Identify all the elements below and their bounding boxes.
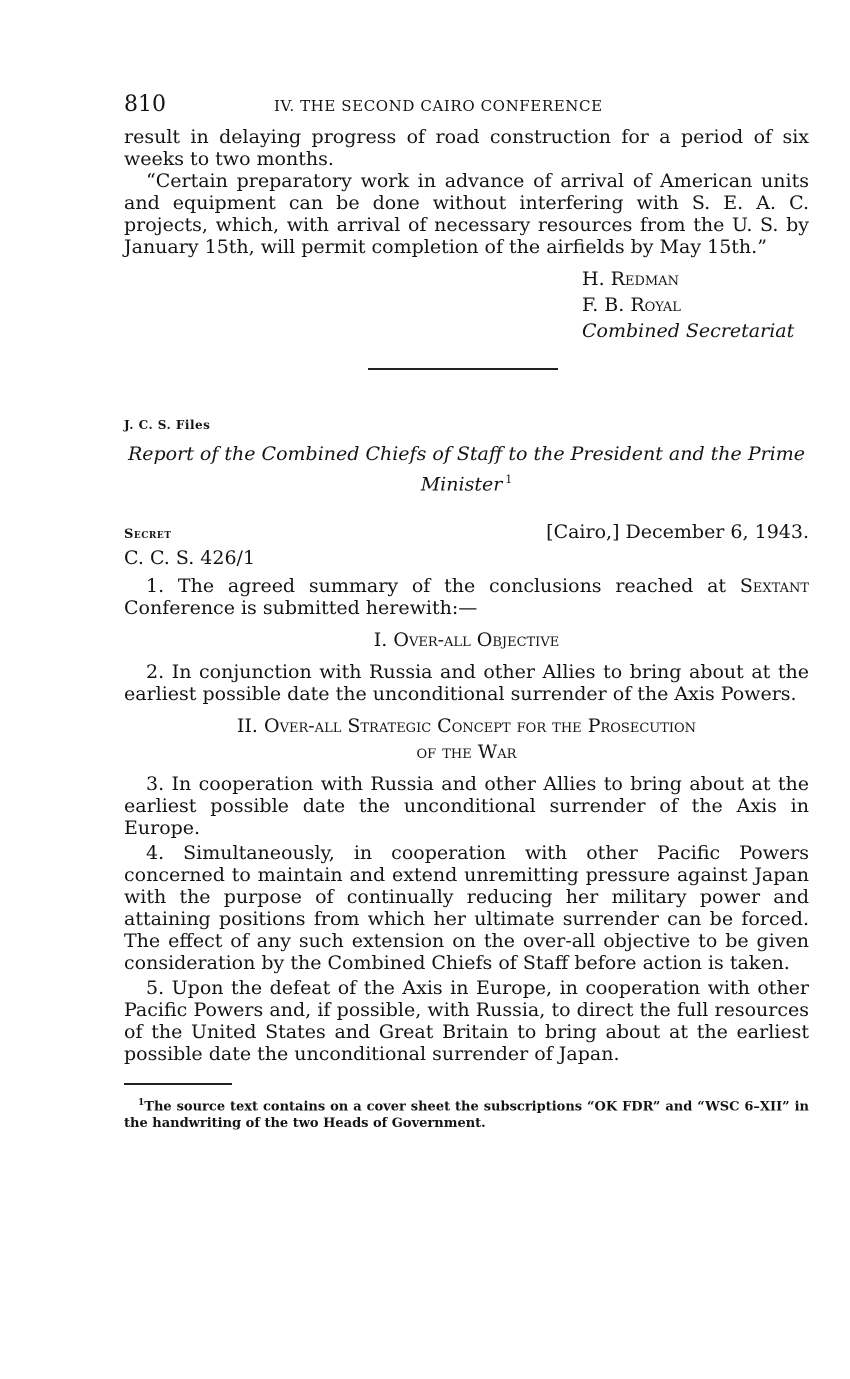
report-title-text: Report of the Combined Chiefs of Staff to the President and the Prime Minister	[127, 443, 806, 496]
paragraph-1	[124, 575, 809, 619]
intro-paragraph-1: result in delaying progress of road construction for a period of six weeks to two months.	[124, 126, 809, 170]
running-head: IV. THE SECOND CAIRO CONFERENCE	[274, 97, 603, 115]
report-title	[124, 442, 809, 497]
intro-paragraph-2: “Certain preparatory work in advance of arrival of American units and equipment can be done without interfering with S. E. A. C. projects, which, with arrival of necessary resources from the U. S. by January 15th, will permit completion of the airfields by May 15th.”	[124, 170, 809, 258]
page-number: 810	[124, 92, 166, 117]
paragraph-3: 3. In cooperation with Russia and other Allies to bring about at the earliest possible date the unconditional surrender of the Axis in Europe.	[124, 773, 809, 840]
paragraph-4: 4. Simultaneously, in cooperation with other Pacific Powers concerned to maintain and extend unremitting pressure against Japan with the purpose of continually reducing her military power and attaining positions from which her ultimate surrender can be forced. The effect of any such extension on the over-all objective to be given consideration by the Combined Chiefs of Staff before action is taken.	[124, 842, 809, 975]
paragraph-5: 5. Upon the defeat of the Axis in Europe, in cooperation with other Pacific Powers and, if possible, with Russia, to direct the full resources of the United States and Great Britain to bring about at the earliest possible date the unconditional surrender of Japan.	[124, 977, 809, 1066]
section-heading-2-line-2: of the War	[416, 741, 517, 764]
section-heading-2-line-1: II. Over-all Strategic Concept for the Prosecution	[236, 715, 697, 738]
paragraph-2: 2. In conjunction with Russia and other Allies to bring about at the earliest possible date the unconditional surrender of the Axis Powers.	[124, 661, 809, 706]
footnote-rule	[124, 1083, 232, 1085]
signatory-redman: H. Redman	[582, 268, 679, 290]
classification-label: Secret	[124, 527, 172, 543]
signatory-title: Combined Secretariat	[582, 320, 795, 342]
signatory-royal: F. B. Royal	[582, 294, 681, 316]
code-name-sextant: Sextant	[739, 575, 809, 598]
paragraph-1-text-a: 1. The agreed summary of the conclusions reached at	[146, 575, 740, 598]
paragraph-1-text-b: Conference is submitted herewith:—	[124, 597, 478, 620]
footnote-text: The source text contains on a cover sheet the subscriptions “OK FDR” and “WSC 6–XII” in the handwriting of the two Heads of Government.	[124, 1099, 809, 1131]
document-page	[124, 92, 809, 1132]
section-divider	[368, 368, 558, 370]
document-reference: C. C. S. 426/1	[124, 547, 256, 570]
document-date: [Cairo,] December 6, 1943.	[546, 521, 809, 544]
footnote-marker: 1	[138, 1098, 145, 1109]
footnote	[124, 1095, 809, 1131]
page-header	[124, 92, 809, 126]
signature-block	[582, 266, 809, 344]
report-body	[124, 575, 809, 1065]
section-heading-1: I. Over-all Objective	[373, 629, 560, 652]
dateline	[124, 521, 809, 543]
section-heading-2	[124, 713, 809, 765]
footnote-reference: 1	[505, 473, 513, 486]
source-citation: J. C. S. Files	[124, 418, 211, 432]
